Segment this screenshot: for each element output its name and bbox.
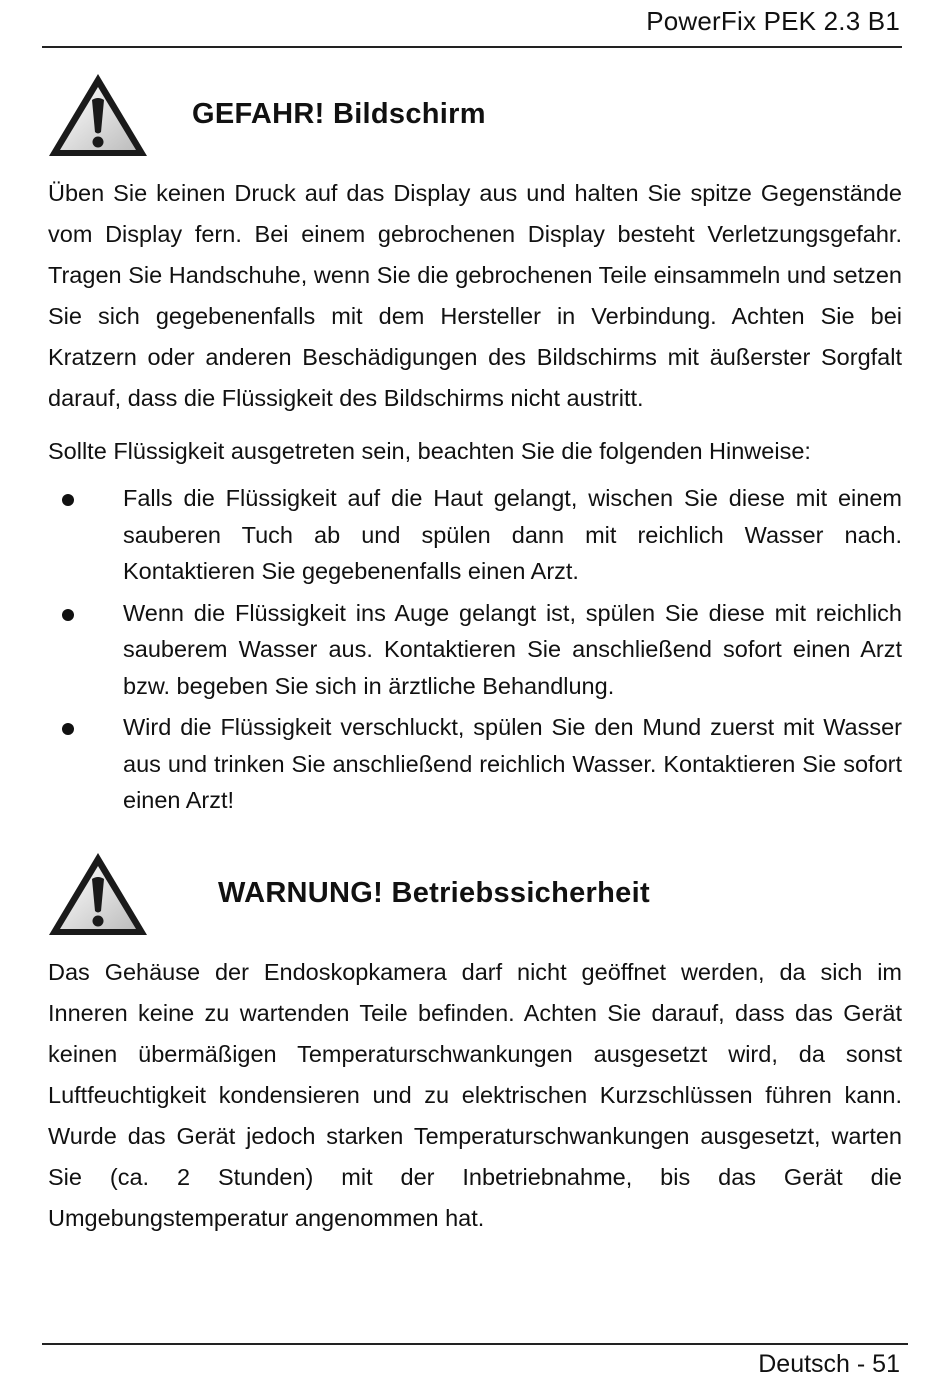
list-item: Wenn die Flüssigkeit ins Auge gelangt ist, spülen Sie diese mit reichlich sauberem Wasser aus. Kontaktieren Sie anschließend sofort einen Arzt bzw. begeben Sie sich in ärztliche Behandlung. bbox=[48, 595, 902, 705]
footer-divider bbox=[42, 1343, 908, 1345]
bullet-icon bbox=[62, 723, 74, 735]
bullet-icon bbox=[62, 494, 74, 506]
warning-triangle-icon bbox=[46, 849, 150, 939]
danger-paragraph: Üben Sie keinen Druck auf das Display aus und halten Sie spitze Gegenstände vom Display fern. Bei einem gebrochenen Display besteht Verletzungsgefahr. Tragen Sie Handschuhe, wenn Sie die gebrochenen Teile einsammeln und setzen Sie sich gegebenenfalls mit dem Hersteller in Verbindung. Achten Sie bei Kratzern oder anderen Beschädigungen des Bildschirms mit äußerster Sorgfalt darauf, dass die Flüssigkeit des Bildschirms nicht austritt. bbox=[48, 180, 902, 411]
liquid-instructions-list bbox=[48, 480, 902, 824]
warning-paragraph: Das Gehäuse der Endoskopkamera darf nicht geöffnet werden, da sich im Inneren keine zu wartenden Teile befinden. Achten Sie darauf, dass das Gerät keinen übermäßigen Temperaturschwankungen ausgesetzt wird, da sonst Luftfeuchtigkeit kondensieren und zu elektrischen Kurzschlüssen führen kann. Wurde das Gerät jedoch starken Temperaturschwankungen ausgesetzt, warten Sie (ca. 2 Stunden) mit der Inbetriebnahme, bis das Gerät die Umgebungstemperatur angenommen hat. bbox=[48, 959, 902, 1231]
page-number: Deutsch - 51 bbox=[758, 1350, 900, 1378]
liquid-intro-paragraph: Sollte Flüssigkeit ausgetreten sein, beachten Sie die folgenden Hinweise: bbox=[48, 438, 811, 464]
section-heading-warning: WARNUNG! Betriebssicherheit bbox=[218, 877, 650, 909]
section-heading-danger: GEFAHR! Bildschirm bbox=[192, 98, 486, 130]
list-item: Wird die Flüssigkeit verschluckt, spülen Sie den Mund zuerst mit Wasser aus und trinken Sie anschließend reichlich Wasser. Kontaktieren Sie sofort einen Arzt! bbox=[48, 709, 902, 819]
header-title: PowerFix PEK 2.3 B1 bbox=[646, 6, 900, 36]
header-divider bbox=[42, 46, 902, 48]
bullet-icon bbox=[62, 609, 74, 621]
warning-triangle-icon bbox=[46, 70, 150, 160]
list-item: Falls die Flüssigkeit auf die Haut gelangt, wischen Sie diese mit einem sauberen Tuch ab und spülen dann mit reichlich Wasser nach. Kontaktieren Sie gegebenenfalls einen Arzt. bbox=[48, 480, 902, 590]
